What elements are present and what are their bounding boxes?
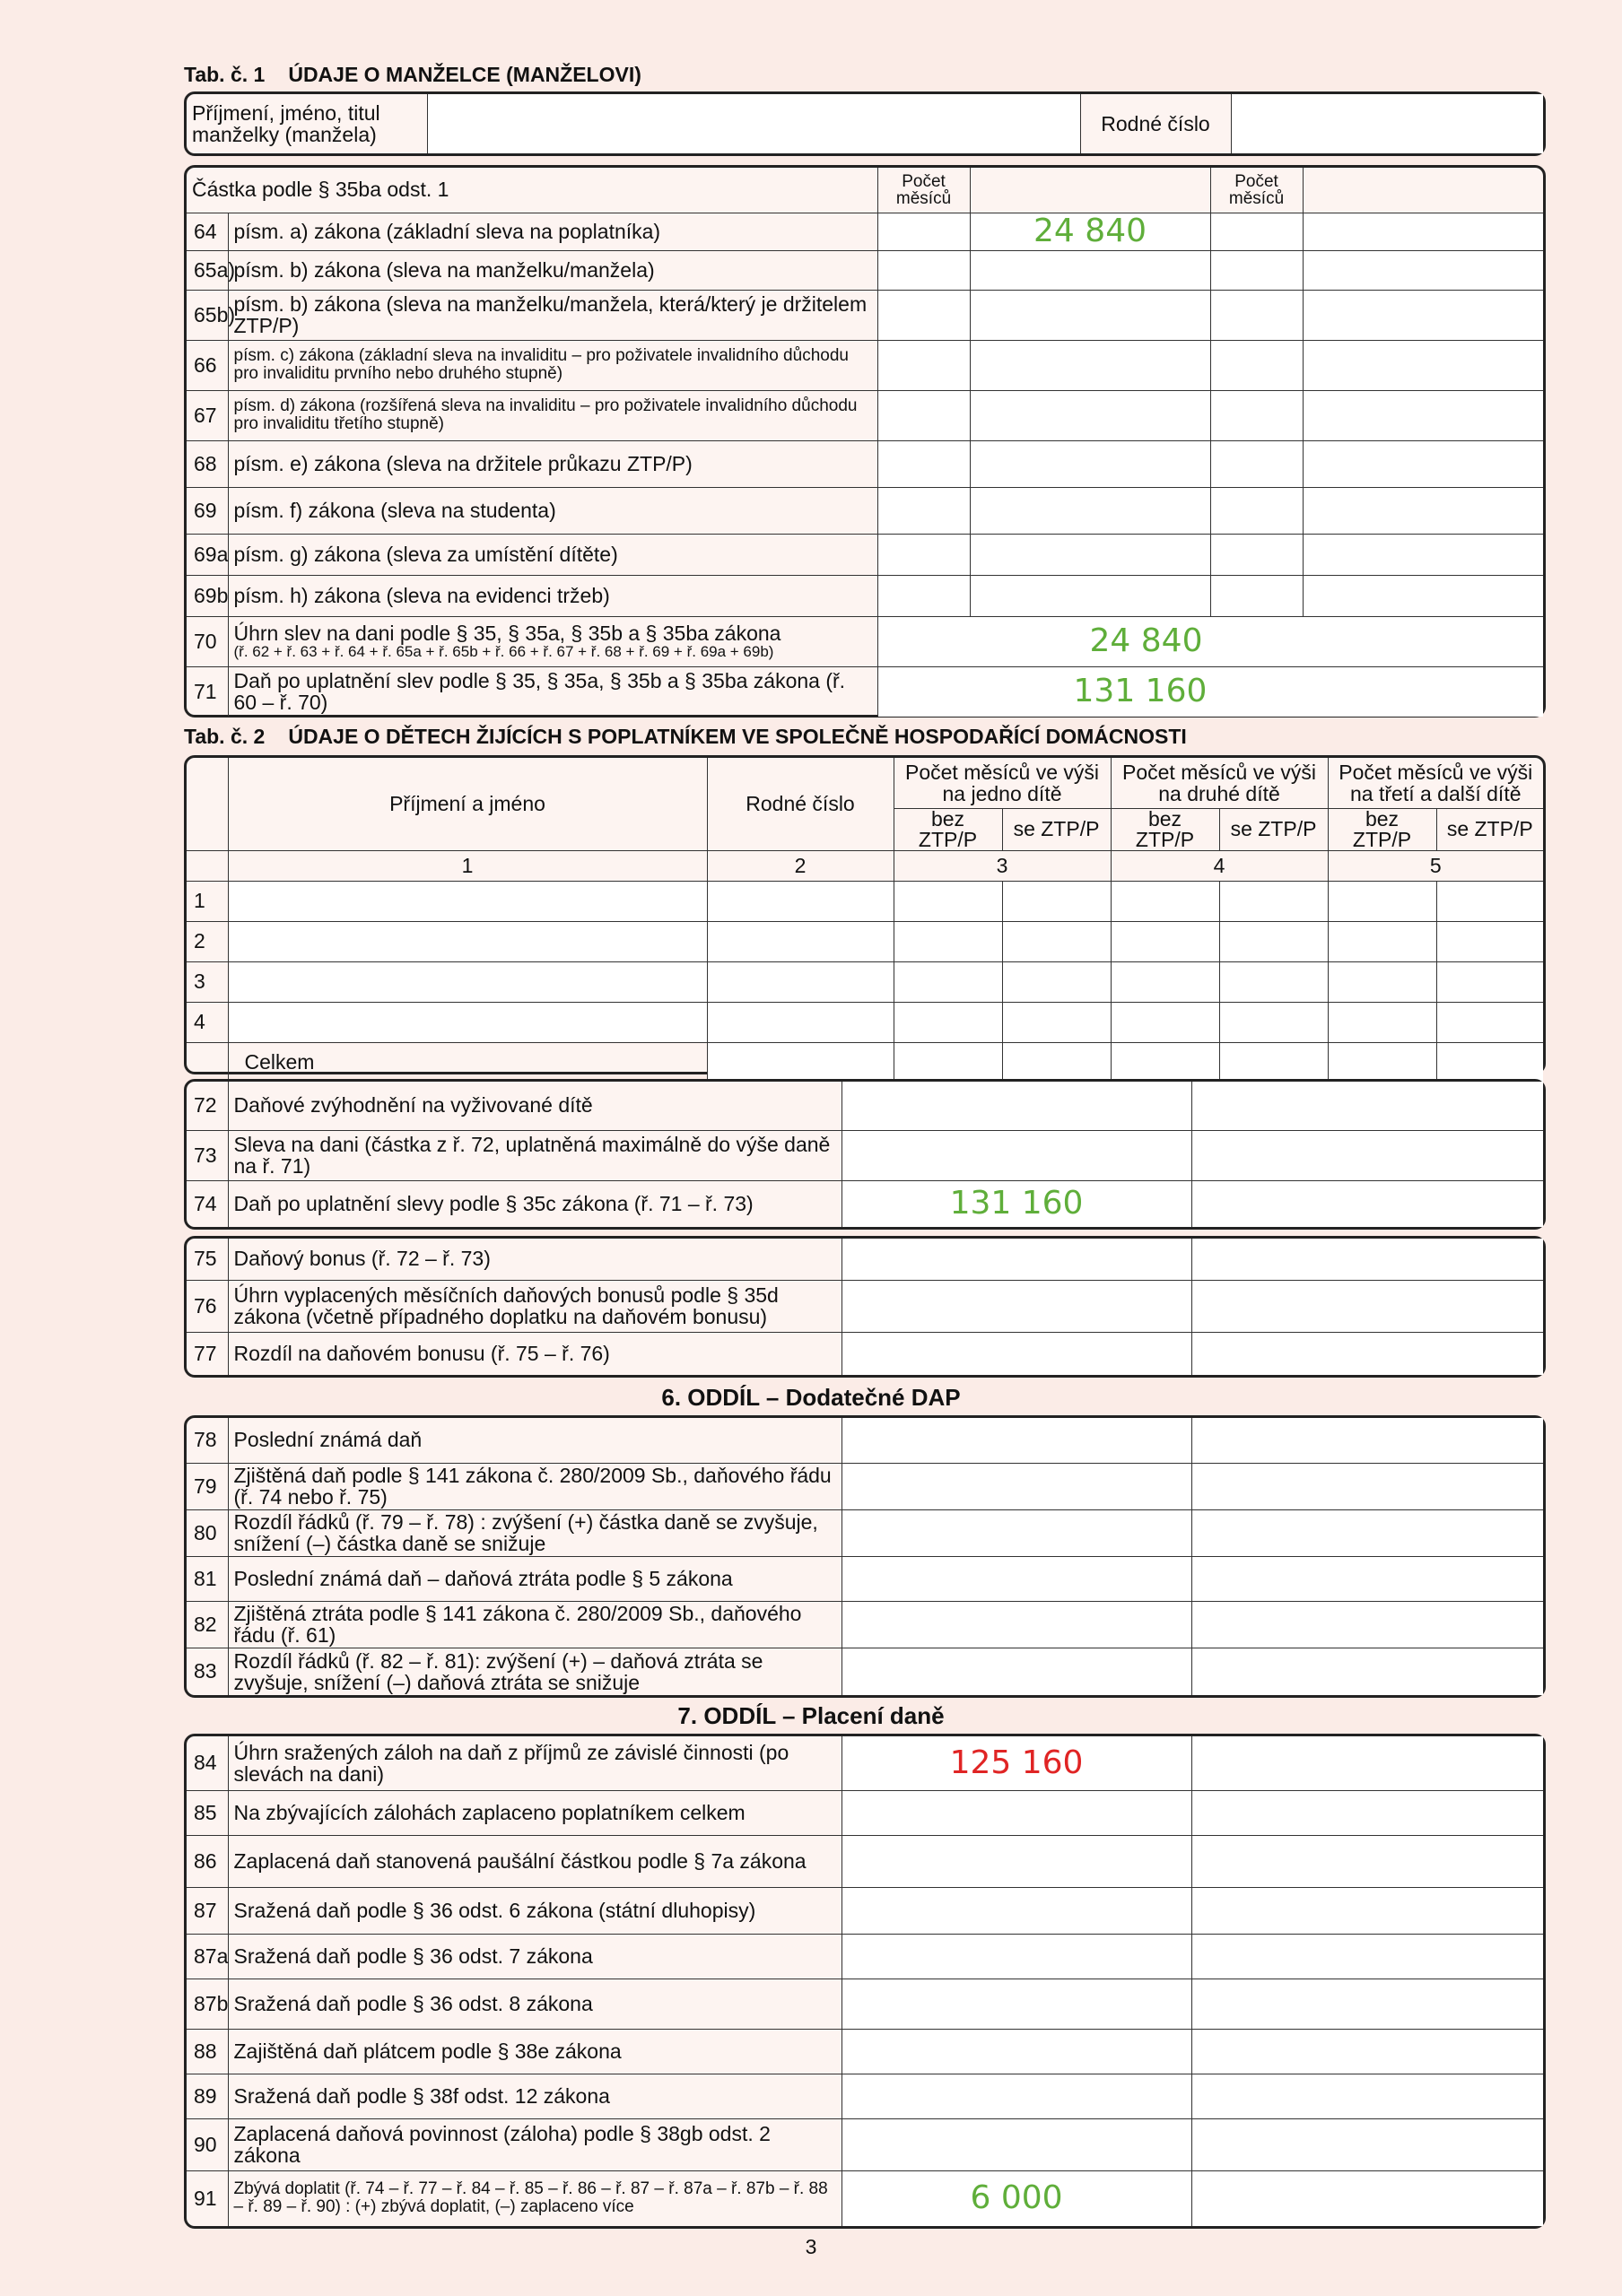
form-row [187,1835,1543,1887]
child-rc-field[interactable] [707,881,894,921]
row-text: Rozdíl řádků (ř. 82 – ř. 81): zvýšení (+) – daňová ztráta se zvyšuje, snížení (–) daňová ztráta se snižuje [228,1648,842,1695]
amount-field-2[interactable] [1191,1790,1543,1835]
months-cell[interactable] [1328,961,1436,1002]
row-text: Daňové zvýhodnění na vyživované dítě [228,1082,842,1130]
child-name-field[interactable] [228,881,707,921]
months-field-2[interactable] [1210,390,1303,440]
se-ztp-header: se ZTP/P [1436,808,1543,850]
credits-header-blank-2 [1303,168,1543,213]
child-name-field[interactable] [228,1002,707,1042]
months-cell[interactable] [1436,881,1543,921]
row-text: Úhrn sražených záloh na daň z příjmů ze závislé činnosti (po slevách na dani) [228,1736,842,1790]
form-row [187,1280,1543,1332]
bez-ztp-header: bez ZTP/P [1111,808,1219,850]
children-total-row [187,1042,1543,1083]
amount-field[interactable] [970,340,1210,390]
amount-field[interactable] [970,534,1210,575]
row-text: písm. d) zákona (rozšířená sleva na invaliditu – pro poživatele invalidního důchodu pro invaliditu třetího stupně) [228,390,877,440]
amount-field-2[interactable] [1303,290,1543,340]
amount-field[interactable] [842,1332,1191,1375]
credits-header-blank [970,168,1210,213]
row-text: Zaplacená daň stanovená paušální částkou podle § 7a zákona [228,1835,842,1887]
column-number: 2 [707,850,894,881]
form-row [187,1556,1543,1601]
amount-field-2[interactable] [1303,575,1543,616]
row-text: Zajištěná daň plátcem podle § 38e zákona [228,2029,842,2074]
column-number: 5 [1328,850,1543,881]
credit-row [187,390,1543,440]
amount-field-2[interactable] [1191,1835,1543,1887]
months-cell[interactable] [1002,1002,1111,1042]
row-text: Sražená daň podle § 36 odst. 8 zákona [228,1979,842,2029]
col-second-header: Počet měsíců ve výši na druhé dítě [1111,758,1328,808]
amount-field-2[interactable] [1191,1648,1543,1695]
total-cell[interactable] [1002,1042,1111,1083]
months-field[interactable] [877,575,970,616]
amount-field[interactable] [970,290,1210,340]
months-cell[interactable] [1436,961,1543,1002]
amount-field[interactable] [842,2074,1191,2118]
col-name-header: Příjmení a jméno [228,758,707,850]
row-number: 77 [187,1332,228,1375]
total-cell[interactable] [1219,1042,1328,1083]
tab2-heading [184,725,1187,749]
colnum-blank [187,850,228,881]
months-field-2[interactable] [1210,440,1303,487]
amount-field[interactable] [842,2118,1191,2170]
total-cell[interactable] [1111,1042,1219,1083]
child-benefit-box [184,1079,1546,1230]
total-blank [187,1042,228,1083]
column-number: 4 [1111,850,1328,881]
amount-field[interactable]: 131 160 [842,1180,1191,1227]
row-text: Úhrn vyplacených měsíčních daňových bonusů podle § 35d zákona (včetně případného doplatku na daňovém bonusu) [228,1280,842,1332]
credit-row [187,487,1543,534]
child-rc-field[interactable] [707,961,894,1002]
se-ztp-header: se ZTP/P [1219,808,1328,850]
amount-field-2[interactable] [1191,2029,1543,2074]
months-cell[interactable] [1002,881,1111,921]
form-row [187,1934,1543,1979]
se-ztp-header: se ZTP/P [1002,808,1111,850]
spouse-name-label: Příjmení, jméno, titul manželky (manžela) [187,94,427,153]
months-cell[interactable] [1328,1002,1436,1042]
total-cell[interactable] [707,1042,894,1083]
amount-field[interactable] [842,1934,1191,1979]
months-cell[interactable] [1219,921,1328,961]
row-number: 69 [187,487,228,534]
credit-row [187,290,1543,340]
months-cell[interactable] [894,961,1002,1002]
amount-field[interactable]: 6 000 [842,2170,1191,2226]
months-cell[interactable] [1111,1002,1219,1042]
spouse-name-field[interactable] [427,94,1080,153]
amount-field-2[interactable] [1191,2118,1543,2170]
amount-field[interactable] [842,1239,1191,1280]
tab2-label: Tab. č. 2 [184,725,266,748]
credits-header-text: Částka podle § 35ba odst. 1 [187,168,877,213]
row-number: 1 [187,881,228,921]
credit-row [187,250,1543,290]
row-text: Daňový bonus (ř. 72 – ř. 73) [228,1239,842,1280]
months-cell[interactable] [1002,921,1111,961]
form-row [187,1509,1543,1556]
children-table [184,755,1546,1074]
tab1-heading [184,63,641,87]
amount-field[interactable] [970,575,1210,616]
credit-row-tax-after [187,666,1543,717]
row-text: Sražená daň podle § 38f odst. 12 zákona [228,2074,842,2118]
page-number: 3 [805,2235,817,2258]
months-field[interactable] [877,534,970,575]
row-text: Sražená daň podle § 36 odst. 7 zákona [228,1934,842,1979]
row-text: Zjištěná daň podle § 141 zákona č. 280/2009 Sb., daňového řádu (ř. 74 nebo ř. 75) [228,1463,842,1509]
tab1-label: Tab. č. 1 [184,63,266,86]
months-field-2[interactable] [1210,213,1303,250]
section6-title: 6. ODDÍL – Dodatečné DAP [661,1384,961,1411]
months-cell[interactable] [1002,961,1111,1002]
months-field[interactable] [877,290,970,340]
credit-row [187,440,1543,487]
months-field[interactable] [877,487,970,534]
row-number: 78 [187,1418,228,1463]
tab2-title: ÚDAJE O DĚTECH ŽIJÍCÍCH S POPLATNÍKEM VE SPOLEČNĚ HOSPODAŘÍCÍ DOMÁCNOSTI [288,725,1187,748]
amount-field[interactable] [970,440,1210,487]
row-number: 87b [187,1979,228,2029]
amount-field-2[interactable] [1303,213,1543,250]
months-field[interactable] [877,250,970,290]
amount-field-2[interactable] [1191,1887,1543,1934]
amount-field[interactable] [842,1648,1191,1695]
row-text: písm. h) zákona (sleva na evidenci tržeb) [228,575,877,616]
form-row [187,1082,1543,1130]
months-cell[interactable] [1328,881,1436,921]
child-name-field[interactable] [228,961,707,1002]
bez-ztp-header: bez ZTP/P [894,808,1002,850]
row-text: písm. b) zákona (sleva na manželku/manžela, která/který je držitelem ZTP/P) [228,290,877,340]
row-text: Sleva na dani (částka z ř. 72, uplatněná maximálně do výše daně na ř. 71) [228,1130,842,1180]
months-cell[interactable] [1111,961,1219,1002]
row-number: 84 [187,1736,228,1790]
amount-field-2[interactable] [1191,1130,1543,1180]
credit-row [187,534,1543,575]
row-number: 81 [187,1556,228,1601]
row-number: 71 [187,666,228,717]
row-text: Sražená daň podle § 36 odst. 6 zákona (státní dluhopisy) [228,1887,842,1934]
amount-field[interactable] [842,1835,1191,1887]
row-text: Rozdíl na daňovém bonusu (ř. 75 – ř. 76) [228,1332,842,1375]
row-text: písm. e) zákona (sleva na držitele průkazu ZTP/P) [228,440,877,487]
months-cell[interactable] [894,921,1002,961]
row-number: 75 [187,1239,228,1280]
child-row [187,921,1543,961]
months-cell[interactable] [1219,961,1328,1002]
amount-field-2[interactable] [1191,1332,1543,1375]
months-cell[interactable] [894,881,1002,921]
row-text: Poslední známá daň – daňová ztráta podle § 5 zákona [228,1556,842,1601]
column-number: 1 [228,850,707,881]
row-number: 89 [187,2074,228,2118]
row-text: Rozdíl řádků (ř. 79 – ř. 78) : zvýšení (+) částka daně se zvyšuje, snížení (–) částka daně se snižuje [228,1509,842,1556]
row-number: 69b [187,575,228,616]
credit-row [187,575,1543,616]
row-text: Zjištěná ztráta podle § 141 zákona č. 280/2009 Sb., daňového řádu (ř. 61) [228,1601,842,1648]
section7-title: 7. ODDÍL – Placení daně [677,1702,945,1729]
total-cell[interactable] [1328,1042,1436,1083]
credits-months-header-1: Počet měsíců [877,168,970,213]
form-row [187,1790,1543,1835]
child-rc-field[interactable] [707,921,894,961]
amount-field[interactable] [842,1463,1191,1509]
tax-bonus-box [184,1236,1546,1378]
section6-box [184,1415,1546,1698]
row-number: 65b) [187,290,228,340]
row-number: 86 [187,1835,228,1887]
column-number: 3 [894,850,1111,881]
months-cell[interactable] [1219,881,1328,921]
child-rc-field[interactable] [707,1002,894,1042]
months-cell[interactable] [1219,1002,1328,1042]
row-text: Zbývá doplatit (ř. 74 – ř. 77 – ř. 84 – ř. 85 – ř. 86 – ř. 87 – ř. 87a – ř. 87b – ř. 88 – ř. 89 – ř. 90) : (+) zbývá doplatit, (–) zaplaceno více [228,2170,842,2226]
amount-field-2[interactable] [1191,1239,1543,1280]
row-number: 80 [187,1509,228,1556]
bez-ztp-header: bez ZTP/P [1328,808,1436,850]
months-cell[interactable] [1436,921,1543,961]
row-number: 72 [187,1082,228,1130]
months-field-2[interactable] [1210,290,1303,340]
form-row [187,2170,1543,2226]
row-number: 82 [187,1601,228,1648]
total-label: Celkem [228,1042,707,1083]
amount-field[interactable] [842,1556,1191,1601]
months-cell[interactable] [1111,881,1219,921]
row-number: 74 [187,1180,228,1227]
row-text: Zaplacená daňová povinnost (záloha) podle § 38gb odst. 2 zákona [228,2118,842,2170]
amount-field-2[interactable] [1303,440,1543,487]
amount-field-2[interactable] [1303,250,1543,290]
row-number: 2 [187,921,228,961]
months-field-2[interactable] [1210,575,1303,616]
row-text: Na zbývajících zálohách zaplaceno poplatníkem celkem [228,1790,842,1835]
months-field-2[interactable] [1210,340,1303,390]
form-row [187,2118,1543,2170]
row-number: 79 [187,1463,228,1509]
form-row [187,1736,1543,1790]
amount-field[interactable] [842,1130,1191,1180]
row-text: písm. g) zákona (sleva za umístění dítěte) [228,534,877,575]
tax-after-credits-value[interactable]: 131 160 [877,666,1543,717]
amount-field-2[interactable] [1191,1601,1543,1648]
form-row [187,1979,1543,2029]
child-row [187,1002,1543,1042]
form-row [187,1239,1543,1280]
form-row [187,1463,1543,1509]
row-text: písm. b) zákona (sleva na manželku/manžela) [228,250,877,290]
row-number: 66 [187,340,228,390]
form-row [187,1887,1543,1934]
months-field[interactable] [877,213,970,250]
form-row [187,1332,1543,1375]
row-number: 91 [187,2170,228,2226]
spouse-box [184,91,1546,156]
amount-field-2[interactable] [1303,390,1543,440]
form-row [187,1418,1543,1463]
row-number: 69a [187,534,228,575]
amount-field[interactable] [842,1509,1191,1556]
row-number: 88 [187,2029,228,2074]
row-number: 67 [187,390,228,440]
col-first-header: Počet měsíců ve výši na jedno dítě [894,758,1111,808]
amount-field-2[interactable] [1191,1736,1543,1790]
form-row [187,1648,1543,1695]
amount-field-2[interactable] [1191,1082,1543,1130]
months-field-2[interactable] [1210,487,1303,534]
children-corner [187,758,228,850]
row-text: písm. c) zákona (základní sleva na invaliditu – pro poživatele invalidního důchodu pro invaliditu prvního nebo druhého stupně) [228,340,877,390]
months-field[interactable] [877,390,970,440]
row-number: 65a) [187,250,228,290]
form-row [187,2074,1543,2118]
child-row [187,961,1543,1002]
months-field[interactable] [877,340,970,390]
row-text: Daň po uplatnění slevy podle § 35c zákona (ř. 71 – ř. 73) [228,1180,842,1227]
credit-row-total [187,616,1543,666]
row-number: 70 [187,616,228,666]
total-credits-value[interactable]: 24 840 [877,616,1543,666]
row-text: písm. f) zákona (sleva na studenta) [228,487,877,534]
amount-field-2[interactable] [1191,1418,1543,1463]
tab1-title: ÚDAJE O MANŽELCE (MANŽELOVI) [288,63,641,86]
amount-field-2[interactable] [1191,1280,1543,1332]
row-number: 64 [187,213,228,250]
row-number: 83 [187,1648,228,1695]
credits-table [184,165,1546,718]
amount-field-2[interactable] [1191,1556,1543,1601]
amount-field-2[interactable] [1191,2074,1543,2118]
child-row [187,881,1543,921]
amount-field[interactable] [842,1887,1191,1934]
amount-field[interactable] [970,390,1210,440]
form-row [187,2029,1543,2074]
amount-field-2[interactable] [1191,1934,1543,1979]
amount-field-2[interactable] [1191,1509,1543,1556]
row-number: 73 [187,1130,228,1180]
row-text: písm. a) zákona (základní sleva na poplatníka) [228,213,877,250]
amount-field[interactable] [842,1280,1191,1332]
months-field-2[interactable] [1210,534,1303,575]
row-number: 90 [187,2118,228,2170]
amount-field-2[interactable] [1191,2170,1543,2226]
row-text: Poslední známá daň [228,1418,842,1463]
amount-field-2[interactable] [1191,1180,1543,1227]
row-subtext: (ř. 62 + ř. 63 + ř. 64 + ř. 65a + ř. 65b + ř. 66 + ř. 67 + ř. 68 + ř. 69 + ř. 69a + 69b) [233,643,774,661]
amount-field-2[interactable] [1303,534,1543,575]
credits-months-header-2: Počet měsíců [1210,168,1303,213]
form-row [187,1130,1543,1180]
months-cell[interactable] [1328,921,1436,961]
form-row [187,1601,1543,1648]
credit-row [187,340,1543,390]
row-number: 87a [187,1934,228,1979]
credit-row [187,213,1543,250]
row-text: Daň po uplatnění slev podle § 35, § 35a, § 35b a § 35ba zákona (ř. 60 – ř. 70) [228,666,877,717]
amount-field-2[interactable] [1191,1979,1543,2029]
amount-field[interactable] [842,1790,1191,1835]
amount-field-2[interactable] [1191,1463,1543,1509]
amount-field[interactable] [970,487,1210,534]
months-cell[interactable] [894,1002,1002,1042]
child-name-field[interactable] [228,921,707,961]
total-cell[interactable] [1436,1042,1543,1083]
amount-field-2[interactable] [1303,340,1543,390]
spouse-birth-number-label: Rodné číslo [1080,94,1231,153]
amount-field[interactable] [842,1082,1191,1130]
amount-field[interactable] [842,1601,1191,1648]
amount-field[interactable] [842,1418,1191,1463]
amount-field[interactable] [970,250,1210,290]
months-field-2[interactable] [1210,250,1303,290]
row-number: 3 [187,961,228,1002]
form-row [187,1180,1543,1227]
row-number: 68 [187,440,228,487]
amount-field[interactable] [842,1979,1191,2029]
col-third-header: Počet měsíců ve výši na třetí a další dítě [1328,758,1543,808]
spouse-birth-number-field[interactable] [1231,94,1543,153]
row-number: 85 [187,1790,228,1835]
row-text: Úhrn slev na dani podle § 35, § 35a, § 35b a § 35ba zákona [233,622,781,645]
amount-field[interactable]: 24 840 [970,213,1210,250]
row-number: 76 [187,1280,228,1332]
amount-field[interactable]: 125 160 [842,1736,1191,1790]
section7-box [184,1734,1546,2229]
months-cell[interactable] [1436,1002,1543,1042]
months-field[interactable] [877,440,970,487]
row-number: 87 [187,1887,228,1934]
total-cell[interactable] [894,1042,1002,1083]
col-rc-header: Rodné číslo [707,758,894,850]
amount-field-2[interactable] [1303,487,1543,534]
months-cell[interactable] [1111,921,1219,961]
amount-field[interactable] [842,2029,1191,2074]
row-number: 4 [187,1002,228,1042]
